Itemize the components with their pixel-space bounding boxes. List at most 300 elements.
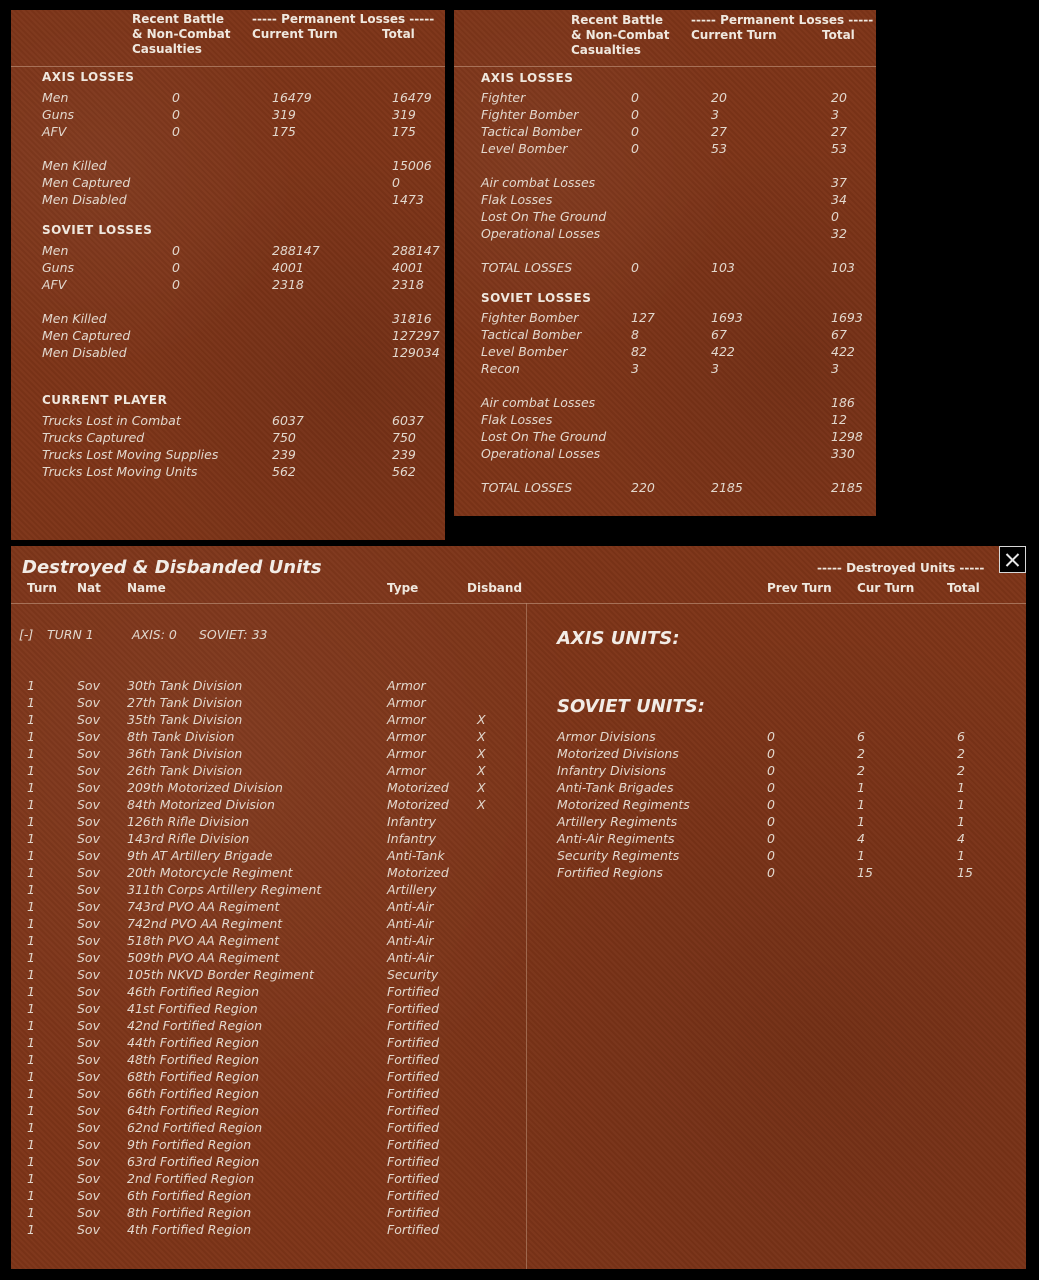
unit-turn: 1	[27, 1018, 35, 1033]
turn-label: TURN 1	[47, 627, 94, 642]
total-value: 32	[831, 226, 847, 241]
loss-row	[11, 429, 445, 446]
unit-type: Anti-Air	[387, 916, 434, 931]
unit-type: Armor	[387, 678, 426, 693]
recent-value: 0	[172, 124, 180, 139]
unit-turn: 1	[27, 933, 35, 948]
total-value: 0	[392, 175, 400, 190]
axis-count: AXIS: 0	[132, 627, 177, 642]
summary-cur: 1	[857, 797, 865, 812]
unit-turn: 1	[27, 882, 35, 897]
unit-row[interactable]	[11, 1068, 526, 1085]
row-label: Trucks Captured	[42, 430, 145, 445]
total-value: 16479	[392, 90, 432, 105]
unit-row[interactable]	[11, 1187, 526, 1204]
unit-turn: 1	[27, 1052, 35, 1067]
unit-row[interactable]	[11, 966, 526, 983]
summary-total: 1	[957, 848, 965, 863]
unit-row[interactable]	[11, 1017, 526, 1034]
unit-disband: X	[477, 797, 486, 812]
total-value: 2185	[831, 480, 863, 495]
unit-row[interactable]	[11, 1051, 526, 1068]
total-value: 12	[831, 412, 847, 427]
unit-disband: X	[477, 746, 486, 761]
loss-row	[11, 191, 445, 208]
unit-disband: X	[477, 763, 486, 778]
row-label: TOTAL LOSSES	[481, 480, 573, 495]
summary-cur: 15	[857, 865, 873, 880]
loss-row	[11, 412, 445, 429]
unit-row[interactable]	[11, 898, 526, 915]
unit-name: 9th AT Artillery Brigade	[127, 848, 273, 863]
current-turn-value: 53	[711, 141, 727, 156]
unit-row[interactable]	[11, 949, 526, 966]
loss-row	[454, 411, 876, 428]
current-turn-value: 422	[711, 344, 735, 359]
row-label: Trucks Lost Moving Units	[42, 464, 198, 479]
unit-nat: Sov	[77, 984, 100, 999]
unit-turn: 1	[27, 678, 35, 693]
loss-row	[11, 123, 445, 140]
summary-label: Artillery Regiments	[557, 814, 678, 829]
col-disband[interactable]: Disband	[467, 581, 523, 595]
unit-type: Armor	[387, 763, 426, 778]
loss-row	[11, 174, 445, 191]
unit-nat: Sov	[77, 950, 100, 965]
loss-row	[454, 326, 876, 343]
unit-turn: 1	[27, 780, 35, 795]
unit-name: 41st Fortified Region	[127, 1001, 258, 1016]
summary-prev: 0	[767, 814, 775, 829]
unit-row[interactable]	[11, 1085, 526, 1102]
current-turn-header: Current Turn	[691, 28, 777, 42]
unit-row[interactable]	[11, 711, 526, 728]
unit-nat: Sov	[77, 695, 100, 710]
total-value: 6037	[392, 413, 424, 428]
current-turn-value: 175	[272, 124, 296, 139]
loss-row	[454, 208, 876, 225]
unit-type: Fortified	[387, 1154, 440, 1169]
row-label: Men Disabled	[42, 192, 127, 207]
row-label: TOTAL LOSSES	[481, 260, 573, 275]
unit-turn: 1	[27, 1086, 35, 1101]
col-turn[interactable]: Turn	[27, 581, 57, 595]
summary-total: 1	[957, 814, 965, 829]
total-value: 330	[831, 446, 855, 461]
unit-turn: 1	[27, 984, 35, 999]
unit-row[interactable]	[11, 1119, 526, 1136]
unit-turn: 1	[27, 1222, 35, 1237]
unit-name: 46th Fortified Region	[127, 984, 260, 999]
summary-prev: 0	[767, 780, 775, 795]
total-value: 1693	[831, 310, 863, 325]
summary-total: 6	[957, 729, 965, 744]
total-header: Total	[382, 27, 415, 41]
unit-turn: 1	[27, 950, 35, 965]
loss-row	[11, 446, 445, 463]
total-value: 27	[831, 124, 847, 139]
row-label: Tactical Bomber	[481, 124, 582, 139]
axis-units-title: AXIS UNITS:	[557, 628, 680, 649]
column-divider	[526, 603, 527, 1269]
ground-losses-panel	[11, 10, 445, 540]
summary-cur: 1	[857, 848, 865, 863]
col-type[interactable]: Type	[387, 581, 419, 595]
current-turn-value: 3	[711, 107, 719, 122]
unit-nat: Sov	[77, 1086, 100, 1101]
unit-name: 63rd Fortified Region	[127, 1154, 260, 1169]
unit-type: Fortified	[387, 1069, 440, 1084]
summary-total: 1	[957, 780, 965, 795]
row-label: Fighter Bomber	[481, 107, 579, 122]
unit-turn: 1	[27, 916, 35, 931]
summary-prev: 0	[767, 848, 775, 863]
loss-row	[454, 394, 876, 411]
unit-name: 743rd PVO AA Regiment	[127, 899, 280, 914]
recent-value: 0	[631, 124, 639, 139]
total-value: 288147	[392, 243, 440, 258]
permanent-losses-header: ----- Permanent Losses -----	[691, 13, 874, 27]
section-title: SOVIET LOSSES	[42, 223, 153, 237]
recent-value: 82	[631, 344, 647, 359]
summary-row	[11, 745, 1026, 762]
row-label: Guns	[42, 260, 75, 275]
unit-turn: 1	[27, 1001, 35, 1016]
unit-type: Armor	[387, 712, 426, 727]
unit-name: 84th Motorized Division	[127, 797, 275, 812]
unit-nat: Sov	[77, 1171, 100, 1186]
unit-turn: 1	[27, 865, 35, 880]
loss-row	[454, 140, 876, 157]
unit-name: 68th Fortified Region	[127, 1069, 260, 1084]
unit-nat: Sov	[77, 865, 100, 880]
unit-turn: 1	[27, 797, 35, 812]
total-value: 129034	[392, 345, 440, 360]
current-turn-value: 1693	[711, 310, 743, 325]
unit-type: Anti-Air	[387, 950, 434, 965]
recent-value: 0	[172, 260, 180, 275]
unit-row[interactable]	[11, 1136, 526, 1153]
summary-row	[11, 847, 1026, 864]
row-label: Level Bomber	[481, 141, 568, 156]
unit-name: 42nd Fortified Region	[127, 1018, 263, 1033]
total-value: 4001	[392, 260, 424, 275]
unit-turn: 1	[27, 1120, 35, 1135]
section-title: SOVIET LOSSES	[481, 291, 592, 305]
unit-name: 4th Fortified Region	[127, 1222, 252, 1237]
current-turn-value: 562	[272, 464, 296, 479]
unit-nat: Sov	[77, 967, 100, 982]
unit-turn: 1	[27, 1171, 35, 1186]
current-turn-value: 2185	[711, 480, 743, 495]
unit-type: Anti-Air	[387, 933, 434, 948]
unit-name: 62nd Fortified Region	[127, 1120, 263, 1135]
summary-total: 1	[957, 797, 965, 812]
unit-name: 8th Fortified Region	[127, 1205, 252, 1220]
recent-value: 0	[631, 90, 639, 105]
unit-name: 64th Fortified Region	[127, 1103, 260, 1118]
loss-row	[11, 242, 445, 259]
loss-row	[454, 191, 876, 208]
unit-type: Infantry	[387, 814, 437, 829]
unit-nat: Sov	[77, 1154, 100, 1169]
total-value: 2318	[392, 277, 424, 292]
row-label: Lost On The Ground	[481, 209, 607, 224]
section-title: AXIS LOSSES	[481, 71, 574, 85]
total-value: 1298	[831, 429, 863, 444]
unit-name: 6th Fortified Region	[127, 1188, 252, 1203]
total-value: 3	[831, 361, 839, 376]
summary-row	[11, 762, 1026, 779]
unit-type: Fortified	[387, 1120, 440, 1135]
unit-type: Infantry	[387, 831, 437, 846]
loss-row	[454, 174, 876, 191]
unit-turn: 1	[27, 967, 35, 982]
row-label: Operational Losses	[481, 446, 601, 461]
unit-turn: 1	[27, 1069, 35, 1084]
unit-type: Armor	[387, 729, 426, 744]
row-label: Air combat Losses	[481, 395, 596, 410]
unit-row[interactable]	[11, 694, 526, 711]
total-value: 31816	[392, 311, 432, 326]
unit-turn: 1	[27, 1035, 35, 1050]
unit-name: 26th Tank Division	[127, 763, 243, 778]
current-turn-value: 16479	[272, 90, 312, 105]
destroyed-units-header: ----- Destroyed Units -----	[817, 561, 985, 575]
summary-row	[11, 796, 1026, 813]
unit-type: Fortified	[387, 1222, 440, 1237]
row-label: Trucks Lost in Combat	[42, 413, 181, 428]
panel-title: Destroyed & Disbanded Units	[22, 557, 322, 578]
loss-row	[454, 445, 876, 462]
unit-name: 48th Fortified Region	[127, 1052, 260, 1067]
row-label: Men Killed	[42, 311, 107, 326]
row-label: Air combat Losses	[481, 175, 596, 190]
unit-turn: 1	[27, 729, 35, 744]
unit-disband: X	[477, 729, 486, 744]
total-value: 34	[831, 192, 847, 207]
unit-row[interactable]	[11, 1102, 526, 1119]
recent-losses-header: Recent Battle & Non-Combat Casualties	[132, 12, 231, 56]
unit-row[interactable]	[11, 932, 526, 949]
row-label: Men Disabled	[42, 345, 127, 360]
unit-name: 8th Tank Division	[127, 729, 235, 744]
summary-label: Anti-Tank Brigades	[557, 780, 674, 795]
unit-name: 36th Tank Division	[127, 746, 243, 761]
unit-type: Fortified	[387, 1137, 440, 1152]
col-name[interactable]: Name	[127, 581, 166, 595]
summary-label: Infantry Divisions	[557, 763, 667, 778]
unit-type: Artillery	[387, 882, 437, 897]
unit-type: Armor	[387, 695, 426, 710]
close-icon[interactable]	[999, 546, 1026, 573]
total-value: 53	[831, 141, 847, 156]
unit-row[interactable]	[11, 1153, 526, 1170]
turn-group-row[interactable]	[11, 626, 526, 643]
summary-prev: 0	[767, 831, 775, 846]
row-label: Level Bomber	[481, 344, 568, 359]
unit-nat: Sov	[77, 729, 100, 744]
unit-name: 2nd Fortified Region	[127, 1171, 255, 1186]
recent-value: 127	[631, 310, 655, 325]
row-label: Fighter Bomber	[481, 310, 579, 325]
summary-cur: 1	[857, 814, 865, 829]
unit-name: 9th Fortified Region	[127, 1137, 252, 1152]
summary-label: Motorized Divisions	[557, 746, 679, 761]
row-label: AFV	[42, 124, 67, 139]
unit-type: Fortified	[387, 1205, 440, 1220]
summary-prev: 0	[767, 797, 775, 812]
total-value: 239	[392, 447, 416, 462]
unit-type: Fortified	[387, 1001, 440, 1016]
unit-disband: X	[477, 712, 486, 727]
current-turn-value: 20	[711, 90, 727, 105]
header-divider	[11, 603, 1026, 604]
recent-value: 0	[631, 141, 639, 156]
loss-row	[11, 310, 445, 327]
permanent-losses-header: ----- Permanent Losses -----	[252, 12, 435, 26]
unit-name: 20th Motorcycle Regiment	[127, 865, 293, 880]
row-label: Trucks Lost Moving Supplies	[42, 447, 219, 462]
total-value: 127297	[392, 328, 440, 343]
unit-turn: 1	[27, 1205, 35, 1220]
current-turn-value: 103	[711, 260, 735, 275]
unit-name: 30th Tank Division	[127, 678, 243, 693]
unit-type: Fortified	[387, 1188, 440, 1203]
row-label: Recon	[481, 361, 520, 376]
current-turn-value: 67	[711, 327, 727, 342]
unit-row[interactable]	[11, 1221, 526, 1238]
header-divider	[11, 66, 445, 67]
unit-nat: Sov	[77, 1069, 100, 1084]
unit-turn: 1	[27, 831, 35, 846]
header-divider	[454, 66, 876, 67]
unit-row[interactable]	[11, 915, 526, 932]
loss-row	[11, 89, 445, 106]
summary-prev: 0	[767, 763, 775, 778]
row-label: Men Captured	[42, 328, 131, 343]
section-title: AXIS LOSSES	[42, 70, 135, 84]
summary-label: Fortified Regions	[557, 865, 663, 880]
unit-row[interactable]	[11, 983, 526, 1000]
total-value: 186	[831, 395, 855, 410]
unit-nat: Sov	[77, 814, 100, 829]
total-value: 37	[831, 175, 847, 190]
row-label: Men	[42, 243, 69, 258]
summary-label: Security Regiments	[557, 848, 680, 863]
unit-turn: 1	[27, 1154, 35, 1169]
unit-type: Security	[387, 967, 439, 982]
unit-name: 209th Motorized Division	[127, 780, 283, 795]
row-label: Fighter	[481, 90, 526, 105]
unit-nat: Sov	[77, 848, 100, 863]
loss-row	[454, 360, 876, 377]
unit-row[interactable]	[11, 1000, 526, 1017]
current-turn-value: 6037	[272, 413, 304, 428]
loss-row	[11, 463, 445, 480]
unit-name: 126th Rifle Division	[127, 814, 250, 829]
unit-turn: 1	[27, 1103, 35, 1118]
recent-value: 8	[631, 327, 639, 342]
unit-turn: 1	[27, 848, 35, 863]
current-turn-header: Current Turn	[252, 27, 338, 41]
loss-row	[454, 479, 876, 496]
unit-nat: Sov	[77, 678, 100, 693]
unit-row[interactable]	[11, 1034, 526, 1051]
total-value: 0	[831, 209, 839, 224]
total-value: 319	[392, 107, 416, 122]
unit-type: Fortified	[387, 984, 440, 999]
total-value: 3	[831, 107, 839, 122]
unit-type: Armor	[387, 746, 426, 761]
unit-row[interactable]	[11, 881, 526, 898]
current-turn-value: 239	[272, 447, 296, 462]
unit-row[interactable]	[11, 677, 526, 694]
total-value: 20	[831, 90, 847, 105]
unit-nat: Sov	[77, 1103, 100, 1118]
summary-row	[11, 728, 1026, 745]
unit-type: Anti-Air	[387, 899, 434, 914]
unit-name: 44th Fortified Region	[127, 1035, 260, 1050]
summary-total: 4	[957, 831, 965, 846]
row-label: Flak Losses	[481, 192, 553, 207]
current-turn-value: 27	[711, 124, 727, 139]
summary-prev: 0	[767, 729, 775, 744]
summary-row	[11, 779, 1026, 796]
row-label: Flak Losses	[481, 412, 553, 427]
loss-row	[454, 225, 876, 242]
summary-cur: 6	[857, 729, 865, 744]
col-nat[interactable]: Nat	[77, 581, 101, 595]
total-value: 562	[392, 464, 416, 479]
soviet-units-title: SOVIET UNITS:	[557, 696, 705, 717]
unit-type: Fortified	[387, 1035, 440, 1050]
col-cur-turn: Cur Turn	[857, 581, 915, 595]
recent-losses-header: Recent Battle & Non-Combat Casualties	[571, 13, 670, 57]
unit-turn: 1	[27, 763, 35, 778]
total-value: 1473	[392, 192, 424, 207]
unit-nat: Sov	[77, 1188, 100, 1203]
total-value: 422	[831, 344, 855, 359]
unit-name: 105th NKVD Border Regiment	[127, 967, 314, 982]
unit-type: Fortified	[387, 1086, 440, 1101]
unit-nat: Sov	[77, 882, 100, 897]
col-prev-turn: Prev Turn	[767, 581, 832, 595]
unit-nat: Sov	[77, 780, 100, 795]
unit-nat: Sov	[77, 1137, 100, 1152]
unit-name: 143rd Rifle Division	[127, 831, 250, 846]
unit-type: Fortified	[387, 1171, 440, 1186]
loss-row	[454, 89, 876, 106]
summary-cur: 1	[857, 780, 865, 795]
total-value: 15006	[392, 158, 432, 173]
unit-name: 27th Tank Division	[127, 695, 243, 710]
collapse-toggle[interactable]: [-]	[19, 627, 34, 642]
loss-row	[11, 157, 445, 174]
unit-row[interactable]	[11, 1170, 526, 1187]
loss-row	[454, 309, 876, 326]
unit-row[interactable]	[11, 1204, 526, 1221]
loss-row	[11, 106, 445, 123]
recent-value: 0	[172, 90, 180, 105]
destroyed-units-panel	[11, 546, 1026, 1269]
row-label: Men Killed	[42, 158, 107, 173]
unit-type: Fortified	[387, 1052, 440, 1067]
summary-row	[11, 813, 1026, 830]
col-total: Total	[947, 581, 980, 595]
total-value: 750	[392, 430, 416, 445]
unit-nat: Sov	[77, 763, 100, 778]
